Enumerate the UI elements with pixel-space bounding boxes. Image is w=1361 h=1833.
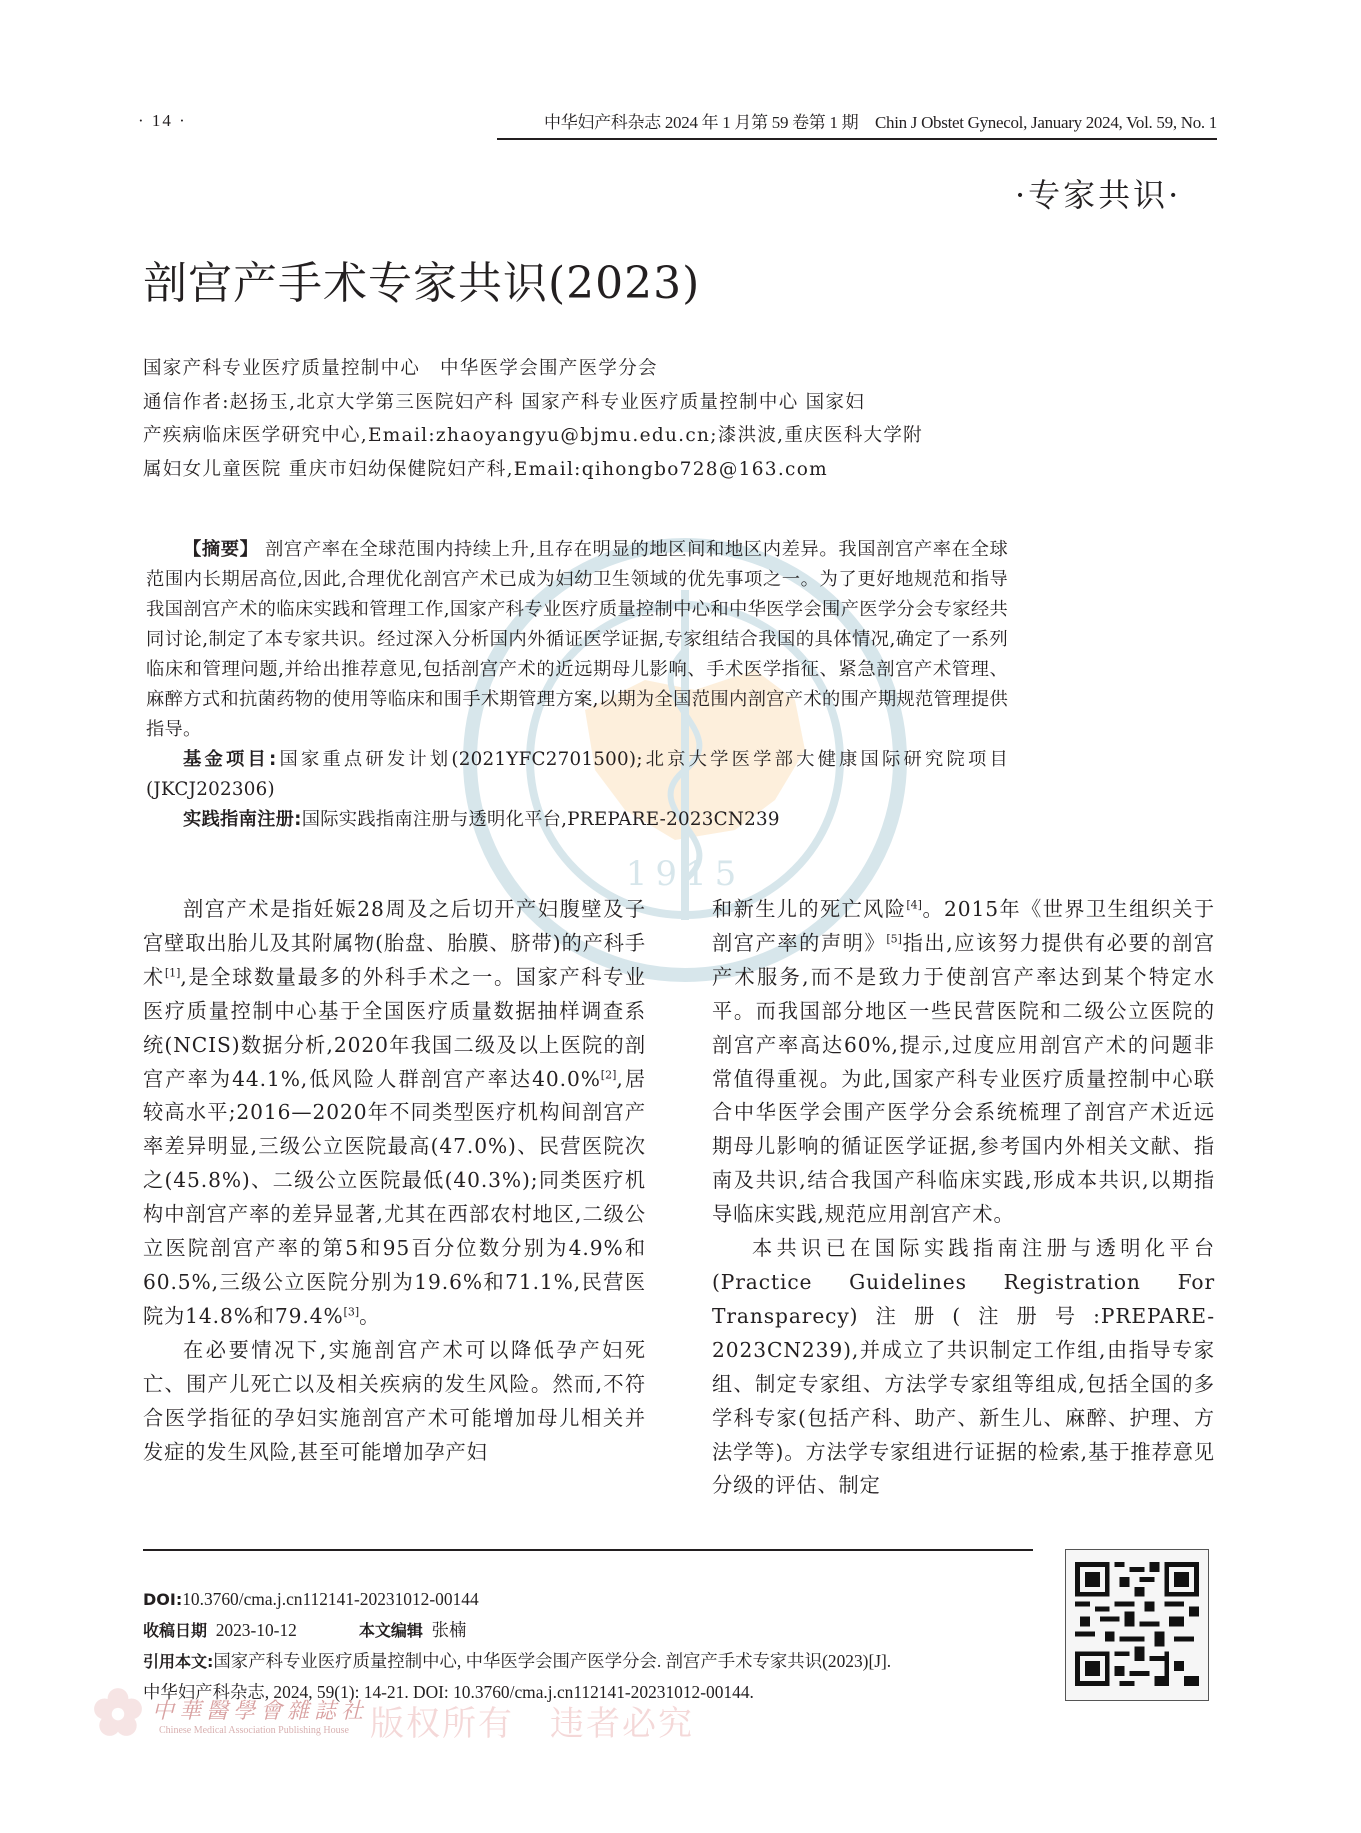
citation-ref[interactable]: [5] (886, 932, 902, 946)
body-paragraph: 剖宫产术是指妊娠28周及之后切开产妇腹壁及子宫壁取出胎儿及其附属物(胎盘、胎膜、脐带)的产科手术[1],是全球数量最多的外科手术之一。国家产科专业医疗质量控制中心基于全国医疗质量数据抽样调查系统(NCIS)数据分析,2020年我国二级及以上医院的剖宫产率为44.1%,低风险人群剖宫产率达40.0%[2],居较高水平;2016—2020年不同类型医疗机构间剖宫产率差异明显,三级公立医院最高(47.0%)、民营医院次之(45.8%)、二级公立医院最低(40.3%);同类医疗机构中剖宫产率的差异显著,尤其在西部农村地区,二级公立医院剖宫产率的第5和95百分位数分别为4.9%和60.5%,三级公立医院分别为19.6%和71.1%,民营医院为14.8%和79.4%[3]。 (143, 897, 646, 1328)
author-line: 国家产科专业医疗质量控制中心 中华医学会围产医学分会 (143, 358, 658, 379)
citation-line: 中华妇产科杂志, 2024, 59(1): 14-21. DOI: 10.3760/cma.j.cn112141-20231012-00144. (143, 1682, 754, 1702)
citation-ref[interactable]: [3] (343, 1305, 360, 1319)
registration (146, 805, 1008, 835)
qr-code[interactable] (1065, 1549, 1209, 1701)
running-header: 中华妇产科杂志 2024 年 1 月第 59 卷第 1 期 Chin J Obstet Gynecol, January 2024, Vol. 59, No. 1 (497, 108, 1217, 140)
body-paragraph: 本共识已在国际实践指南注册与透明化平台(Practice Guidelines Registration For Transparecy)注册(注册号:PREPARE-2023CN239),并成立了共识制定工作组,由指导专家组、制定专家组、方法学专家组等组成,包括全国的多学科专家(包括产科、助产、新生儿、麻醉、护理、方法学等)。方法学专家组进行证据的检索,基于推荐意见分级的评估、制定 (712, 1236, 1215, 1498)
article-title: 剖宫产手术专家共识(2023) (143, 258, 701, 309)
received-editor-line: 收稿日期 2023-10-12 本文编辑 张楠 (143, 1620, 467, 1640)
publisher-watermark-en: Chinese Medical Association Publishing House (159, 1725, 349, 1736)
abstract-text: 剖宫产率在全球范围内持续上升,且存在明显的地区间和地区内差异。我国剖宫产率在全球范围内长期居高位,因此,合理优化剖宫产术已成为妇幼卫生领域的优先事项之一。为了更好地规范和指导我国剖宫产术的临床实践和管理工作,国家产科专业医疗质量控制中心和中华医学会围产医学分会专家经共同讨论,制定了本专家共识。经过深入分析国内外循证医学证据,专家组结合我国的具体情况,确定了一系列临床和管理问题,并给出推荐意见,包括剖宫产术的近远期母儿影响、手术医学指征、紧急剖宫产术管理、麻醉方式和抗菌药物的使用等临床和围手术期管理方案,以期为全国范围内剖宫产术的围产期规范管理提供指导。 (146, 539, 1009, 740)
citation-ref[interactable]: [2] (600, 1067, 617, 1081)
footnote-divider (143, 1549, 1033, 1551)
abstract (146, 535, 1008, 835)
qr-code-icon (1075, 1562, 1199, 1686)
funding-label: 基金项目: (183, 749, 277, 770)
author-line: 属妇女儿童医院 重庆市妇幼保健院妇产科,Email:qihongbo728@163.com (143, 458, 828, 480)
doi-line: DOI:10.3760/cma.j.cn112141-20231012-00144 (143, 1589, 479, 1609)
abstract-label: 【摘要】 (183, 539, 259, 560)
body-paragraph: 和新生儿的死亡风险[4]。2015年《世界卫生组织关于剖宫产率的声明》[5]指出,应该努力提供有必要的剖宫产术服务,而不是致力于使剖宫产率达到某个特定水平。而我国部分地区一些民营医院和二级公立医院的剖宫产率高达60%,提示,过度应用剖宫产术的问题非常值得重视。为此,国家产科专业医疗质量控制中心联合中华医学会围产医学分会系统梳理了剖宫产术近远期母儿影响的循证医学证据,参考国内外相关文献、指南及共识,结合我国产科临床实践,形成本共识,以期指导临床实践,规范应用剖宫产术。 (712, 897, 1216, 1227)
funding (146, 745, 1008, 805)
body-column-left (143, 893, 646, 1469)
body-column-right (712, 893, 1215, 1503)
publisher-flower-logo-icon (92, 1686, 144, 1738)
abstract-paragraph (146, 535, 1008, 745)
page-number: · 14 · (138, 111, 187, 130)
article-footnotes (143, 1584, 1043, 1707)
body-paragraph: 在必要情况下,实施剖宫产术可以降低孕产妇死亡、围产儿死亡以及相关疾病的发生风险。然而,不符合医学指征的孕妇实施剖宫产术可能增加母儿相关并发症的发生风险,甚至可能增加孕产妇 (143, 1337, 646, 1464)
copyright-watermark: 版权所有 违者必究 (370, 1704, 694, 1744)
citation-ref[interactable]: [1] (164, 966, 181, 980)
author-line: 通信作者:赵扬玉,北京大学第三医院妇产科 国家产科专业医疗质量控制中心 国家妇 (143, 391, 866, 413)
registration-label: 实践指南注册: (183, 809, 302, 830)
svg-text:1915: 1915 (625, 854, 745, 894)
doi-link[interactable]: 10.3760/cma.j.cn112141-20231012-00144 (182, 1589, 479, 1609)
publisher-watermark-cn: 中華醫學會雜誌社 (152, 1699, 369, 1724)
citation-ref[interactable]: [4] (906, 898, 922, 912)
author-affiliations (143, 352, 1043, 486)
citation-line: 引用本文:国家产科专业医疗质量控制中心, 中华医学会围产医学分会. 剖宫产手术专家共识(2023)[J]. (143, 1651, 892, 1671)
section-tag: ·专家共识· (1015, 176, 1182, 214)
funding-text: 国家重点研发计划(2021YFC2701500);北京大学医学部大健康国际研究院项目(JKCJ202306) (146, 749, 1009, 800)
author-line: 产疾病临床医学研究中心,Email:zhaoyangyu@bjmu.edu.cn;漆洪波,重庆医科大学附 (143, 425, 923, 446)
registration-text: 国际实践指南注册与透明化平台,PREPARE-2023CN239 (301, 809, 780, 830)
